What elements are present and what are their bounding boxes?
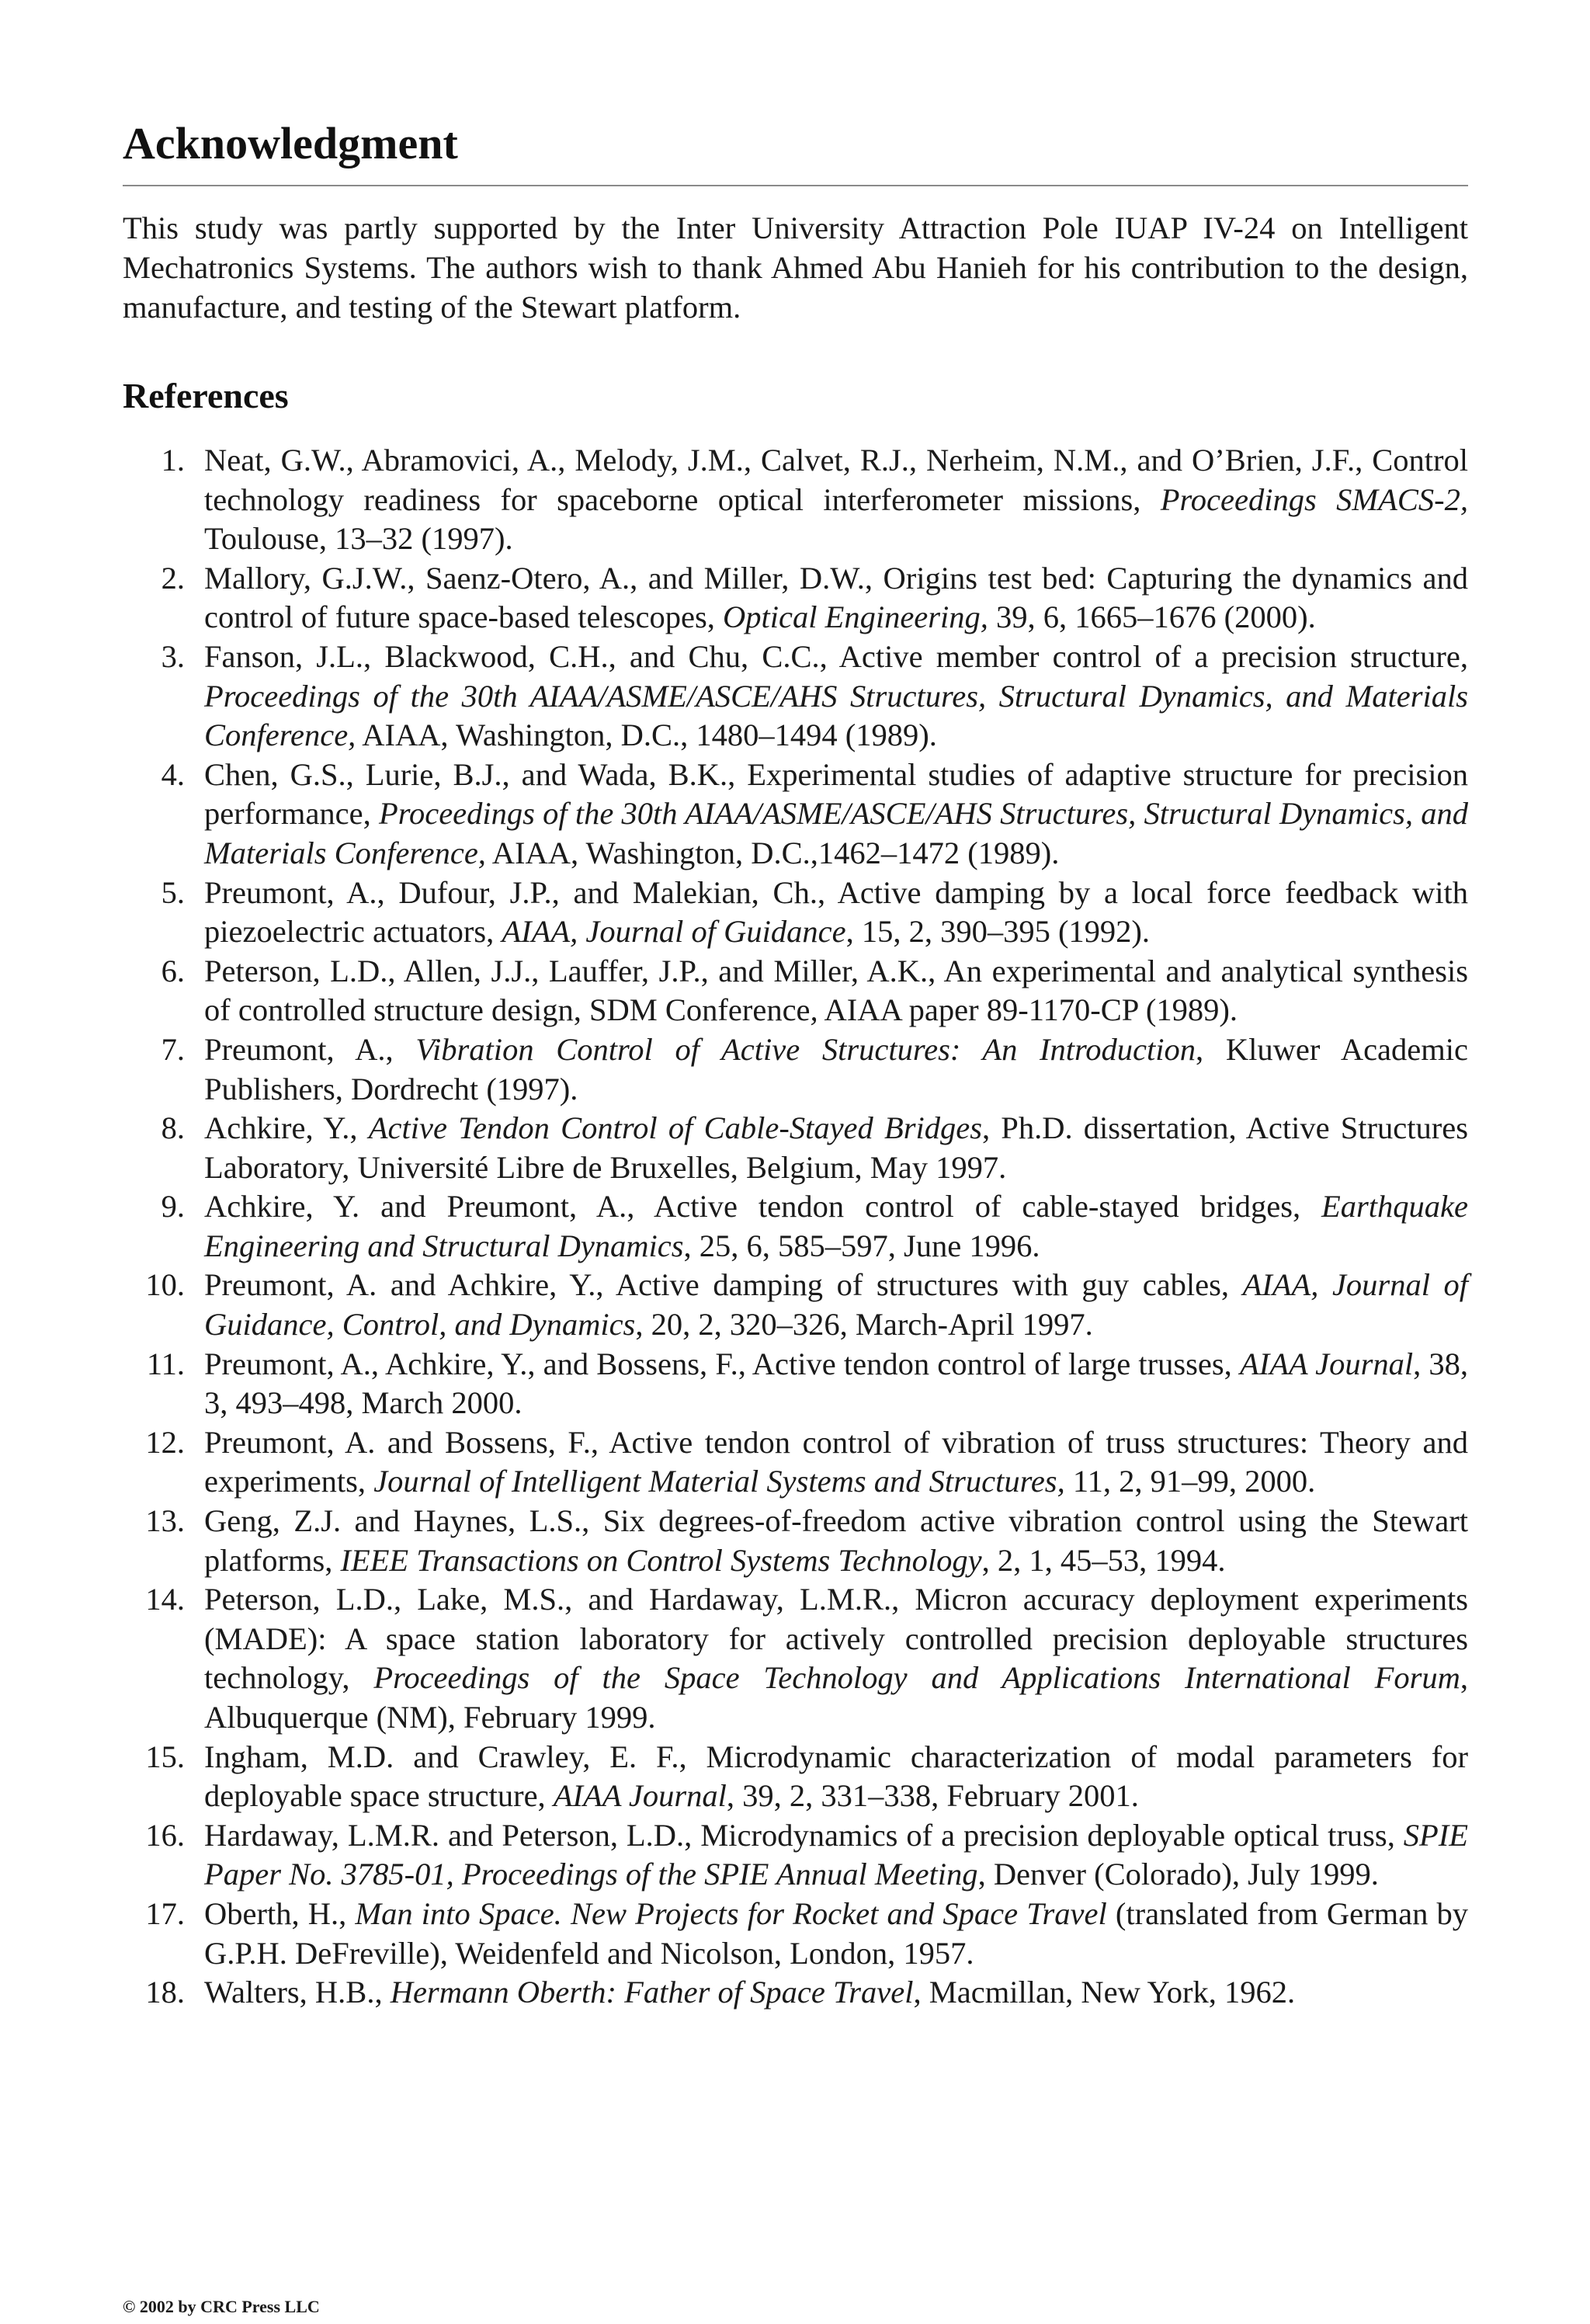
reference-item [123, 441, 1468, 559]
reference-text: Preumont, A. and Achkire, Y., Active damping of structures with guy cables, [204, 1267, 1243, 1303]
reference-text: Fanson, J.L., Blackwood, C.H., and Chu, C.C., Active member control of a precision structure, [204, 638, 1468, 674]
reference-source: Vibration Control of Active Structures: An Introduction [415, 1031, 1196, 1067]
reference-item [123, 559, 1468, 637]
reference-text: Preumont, A. and Bossens, F., Active tendon control of vibration of truss structures: Theory and experiments, [204, 1424, 1468, 1499]
reference-details: , Ph.D. dissertation, Active Structures Laboratory, Université Libre de Bruxelles, Belgium, May 1997. [204, 1110, 1468, 1185]
reference-text: Oberth, H., [204, 1895, 356, 1931]
reference-source: Proceedings of the 30th AIAA/ASME/ASCE/AHS Structures, Structural Dynamics, and Materials Conference, [204, 678, 1468, 753]
acknowledgment-heading: Acknowledgment [123, 118, 458, 168]
reference-details: , Kluwer Academic Publishers, Dordrecht (1997). [204, 1031, 1468, 1106]
reference-details: AIAA paper 89-1170-CP (1989). [818, 992, 1238, 1028]
reference-details: , 38, 3, 493–498, March 2000. [204, 1346, 1469, 1421]
reference-text: Walters, H.B., [204, 1975, 391, 2010]
reference-number: 9. [161, 1189, 185, 1225]
reference-text: Mallory, G.J.W., Saenz-Otero, A., and Miller, D.W., Origins test bed: Capturing the dynamics and control of future space-based telescopes, [204, 560, 1468, 635]
reference-item [123, 952, 1468, 1030]
reference-number: 7. [161, 1031, 185, 1067]
reference-text: Peterson, L.D., Allen, J.J., Lauffer, J.P., and Miller, A.K., An experimental and analytical synthesis of controlled structure design, SDM Conference [204, 953, 1468, 1028]
reference-text: Peterson, L.D., Lake, M.S., and Hardaway, L.M.R., Micron accuracy deployment experiments (MADE): A space station laboratory for actively controlled precision deployable structures technology, [204, 1582, 1468, 1696]
reference-source: AIAA Journal [553, 1778, 727, 1814]
reference-source: AIAA, Journal of Guidance [502, 914, 846, 950]
reference-number: 1. [161, 443, 185, 478]
reference-number: 10. [145, 1267, 185, 1303]
reference-source: Earthquake Engineering and Structural Dynamics [204, 1189, 1468, 1263]
reference-details: , 2, 1, 45–53, 1994. [981, 1542, 1226, 1578]
references-heading: References [123, 376, 289, 415]
reference-source: Hermann Oberth: Father of Space Travel [390, 1975, 914, 2010]
reference-details: 39, 6, 1665–1676 (2000). [988, 599, 1316, 635]
reference-item [123, 1266, 1468, 1344]
reference-item [123, 1030, 1468, 1109]
reference-text: Ingham, M.D. and Crawley, E. F., Microdynamic characterization of modal parameters for deployable space structure, [204, 1739, 1468, 1814]
reference-details: Toulouse, 13–32 (1997). [204, 521, 513, 557]
reference-text: Geng, Z.J. and Haynes, L.S., Six degrees-of-freedom active vibration control using the Stewart platforms, [204, 1503, 1468, 1578]
reference-number: 17. [145, 1895, 185, 1931]
reference-text: Preumont, A., [204, 1031, 416, 1067]
reference-item [123, 1187, 1468, 1266]
acknowledgment-text: This study was partly supported by the Inter University Attraction Pole IUAP IV-24 on Intelligent Mechatronics Systems. The authors wish to thank Ahmed Abu Hanieh for his contribution to the design, manufacture, and testing of the Stewart platform. [123, 210, 1468, 325]
reference-details: 11, 2, 91–99, 2000. [1064, 1464, 1316, 1499]
reference-details: , Denver (Colorado), July 1999. [977, 1857, 1379, 1892]
reference-details: , Albuquerque (NM), February 1999. [204, 1660, 1469, 1735]
reference-item [123, 637, 1468, 756]
reference-number: 2. [161, 560, 185, 596]
reference-number: 8. [161, 1110, 185, 1146]
reference-item [123, 1109, 1468, 1187]
reference-details: , 39, 2, 331–338, February 2001. [726, 1778, 1139, 1814]
reference-source: Man into Space. New Projects for Rocket and Space Travel [355, 1895, 1107, 1931]
reference-item [123, 756, 1468, 874]
reference-source: Proceedings of the 30th AIAA/ASME/ASCE/AHS Structures, Structural Dynamics, and Materials Conference, [204, 796, 1468, 870]
reference-text: Hardaway, L.M.R. and Peterson, L.D., Microdynamics of a precision deployable optical truss, [204, 1817, 1404, 1853]
reference-source: Proceedings of the Space Technology and Applications International Forum [373, 1660, 1460, 1696]
reference-number: 11. [146, 1346, 185, 1381]
reference-item [123, 1738, 1468, 1816]
reference-number: 16. [145, 1817, 185, 1853]
reference-text: Achkire, Y. and Preumont, A., Active tendon control of cable-stayed bridges, [204, 1189, 1322, 1225]
reference-item [123, 1895, 1468, 1973]
reference-source: , [810, 992, 818, 1028]
reference-text: Neat, G.W., Abramovici, A., Melody, J.M., Calvet, R.J., Nerheim, N.M., and O’Brien, J.F., Control technology readiness for spaceborne optical interferometer missions, [204, 443, 1468, 517]
reference-item [123, 1502, 1468, 1580]
reference-source: AIAA, Journal of Guidance, Control, and Dynamics [204, 1267, 1468, 1343]
reference-item [123, 1816, 1468, 1895]
reference-text: Preumont, A., Achkire, Y., and Bossens, F., Active tendon control of large trusses, [204, 1346, 1240, 1381]
reference-number: 5. [161, 874, 185, 910]
reference-number: 15. [145, 1739, 185, 1774]
reference-source: Proceedings SMACS-2, [1160, 481, 1468, 517]
reference-details: , 25, 6, 585–597, June 1996. [683, 1228, 1040, 1263]
reference-number: 18. [145, 1975, 185, 2010]
reference-item [123, 1423, 1468, 1502]
reference-source: AIAA Journal [1239, 1346, 1414, 1381]
reference-number: 13. [145, 1503, 185, 1539]
reference-source: Active Tendon Control of Cable-Stayed Bridges [368, 1110, 982, 1146]
reference-details: AIAA, Washington, D.C., 1480–1494 (1989). [356, 717, 937, 753]
reference-source: IEEE Transactions on Control Systems Technology [340, 1542, 982, 1578]
reference-item [123, 874, 1468, 952]
reference-number: 3. [161, 638, 185, 674]
reference-details: , 20, 2, 320–326, March-April 1997. [635, 1307, 1093, 1343]
reference-details: , Macmillan, New York, 1962. [913, 1975, 1296, 2010]
reference-source: Journal of Intelligent Material Systems and Structures, [373, 1464, 1065, 1499]
copyright-footer: © 2002 by CRC Press LLC [123, 2297, 320, 2316]
reference-details: (translated from German by G.P.H. DeFreville), Weidenfeld and Nicolson, London, 1957. [204, 1895, 1468, 1971]
reference-list [123, 441, 1468, 2013]
reference-number: 14. [145, 1582, 185, 1617]
reference-source: Optical Engineering, [722, 599, 988, 635]
reference-number: 6. [161, 953, 185, 988]
reference-text: Achkire, Y., [204, 1110, 369, 1146]
reference-number: 4. [161, 756, 185, 792]
reference-details: , 15, 2, 390–395 (1992). [845, 914, 1151, 950]
reference-item [123, 1973, 1468, 2013]
reference-source: SPIE Paper No. 3785-01, Proceedings of the SPIE Annual Meeting [204, 1817, 1468, 1892]
reference-item [123, 1345, 1468, 1423]
reference-item [123, 1580, 1468, 1737]
reference-text: Preumont, A., Dufour, J.P., and Malekian, Ch., Active damping by a local force feedback with piezoelectric actuators, [204, 874, 1468, 950]
reference-number: 12. [145, 1424, 185, 1460]
reference-details: AIAA, Washington, D.C.,1462–1472 (1989). [485, 835, 1060, 870]
reference-text: Chen, G.S., Lurie, B.J., and Wada, B.K., Experimental studies of adaptive structure for precision performance, [204, 756, 1468, 832]
heading-rule [123, 185, 1468, 186]
